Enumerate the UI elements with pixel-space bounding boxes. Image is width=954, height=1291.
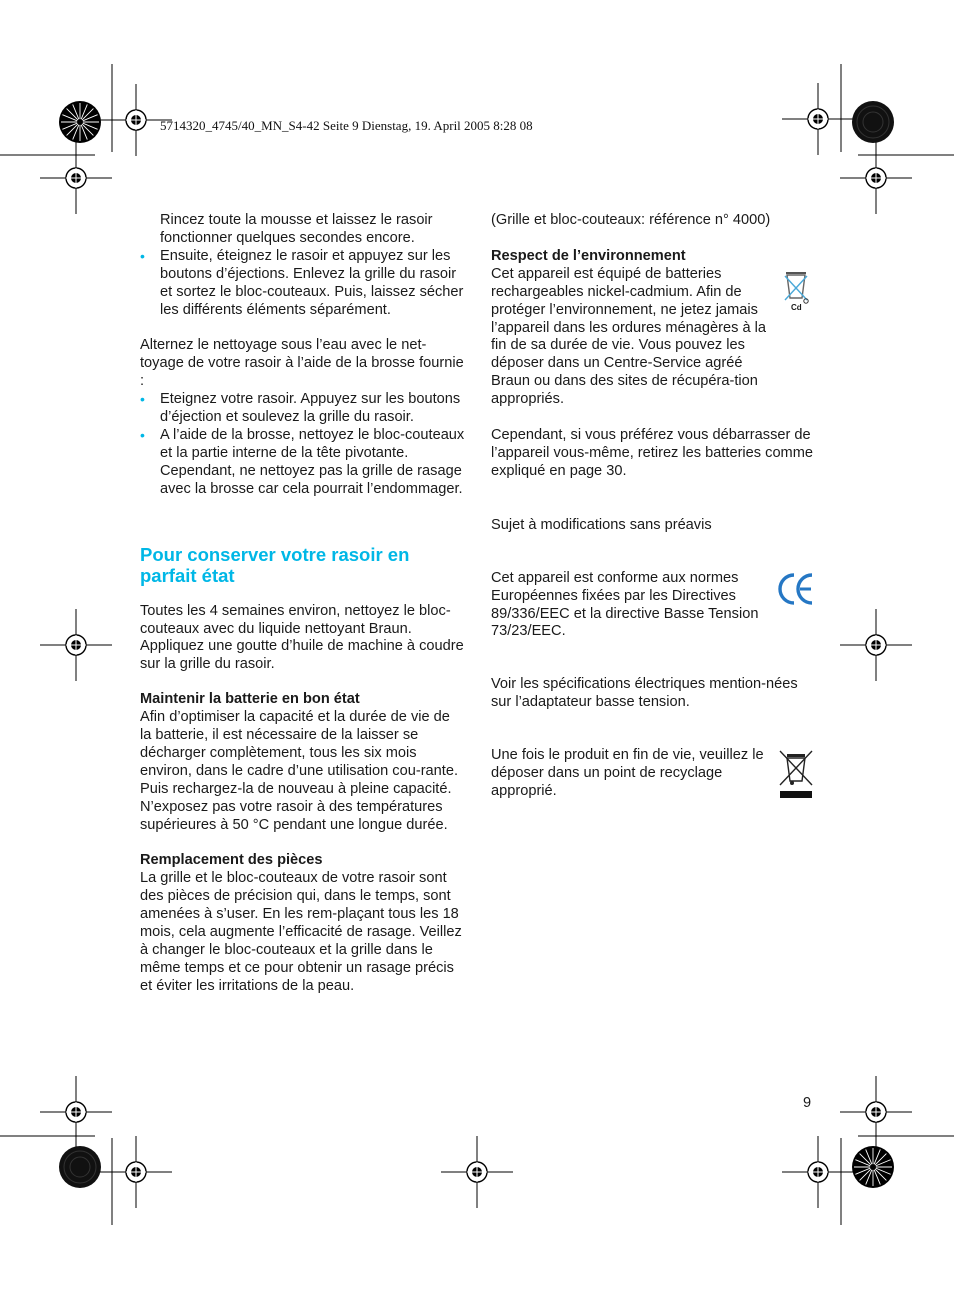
rinse-paragraph: Rincez toute la mousse et laissez le rasoir fonctionner quelques secondes encore. bbox=[160, 212, 433, 246]
battery-subheading: Maintenir la batterie en bon état bbox=[140, 691, 360, 708]
bullet-icon: • bbox=[140, 391, 145, 408]
list-item-text: Eteignez votre rasoir. Appuyez sur les boutons d’éjection et soulevez la grille du rasoir. bbox=[160, 391, 461, 426]
list-item bbox=[140, 391, 465, 427]
bullet-icon: • bbox=[140, 247, 145, 264]
parts-subheading: Remplacement des pièces bbox=[140, 852, 323, 869]
weee-bin-icon bbox=[778, 749, 814, 801]
battery-removal-paragraph: Cependant, si vous préférez vous débarrasser de l’appareil vous-même, retirez les batteries comme expliqué en page 30. bbox=[491, 427, 813, 479]
section-heading: Pour conserver votre rasoir en parfait état bbox=[140, 543, 410, 586]
list-item-text: A l’aide de la brosse, nettoyez le bloc-couteaux et la partie interne de la tête pivotante. Cependant, ne nettoyez pas la grille de rasage avec la brosse car cela pourrait l’endommager. bbox=[160, 426, 465, 497]
print-slug: 5714320_4745/40_MN_S4-42 Seite 9 Dienstag, 19. April 2005 8:28 08 bbox=[160, 118, 533, 133]
list-item bbox=[140, 248, 465, 320]
right-column bbox=[491, 212, 816, 801]
recycling-paragraph: Une fois le produit en fin de vie, veuillez le déposer dans un point de recyclage approprié. bbox=[491, 747, 764, 799]
part-reference: (Grille et bloc-couteaux: référence n° 4000) bbox=[491, 212, 771, 228]
alternate-cleaning-paragraph: Alternez le nettoyage sous l’eau avec le net-toyage de votre rasoir à l’aide de la brosse fournie : bbox=[140, 337, 464, 390]
bullet-icon: • bbox=[140, 426, 145, 443]
cd-battery-disposal-icon bbox=[782, 268, 812, 318]
modification-notice: Sujet à modifications sans préavis bbox=[491, 516, 712, 533]
ce-mark-icon bbox=[777, 571, 815, 607]
page-number: 9 bbox=[803, 1095, 812, 1111]
cd-label: Cd bbox=[791, 303, 802, 312]
electrical-spec-paragraph: Voir les spécifications électriques mention-nées sur l’adaptateur basse tension. bbox=[491, 676, 798, 711]
parts-paragraph: La grille et le bloc-couteaux de votre rasoir sont des pièces de précision qui, dans le temps, sont amenées à s’user. En les rem-plaçant tous les 18 mois, cela augmente l’efficacité de rasage. Veillez à changer le bloc-couteaux et la grille dans le même temps et ce pour obtenir un rasage précis et éviter les irritations de la peau. bbox=[140, 870, 462, 994]
maintenance-paragraph: Toutes les 4 semaines environ, nettoyez le bloc-couteaux avec du liquide nettoyant Braun. Appliquez une goutte d’huile de machine à coudre sur la grille du rasoir. bbox=[140, 602, 464, 673]
environment-paragraph: Cet appareil est équipé de batteries rechargeables nickel-cadmium. Afin de protéger l’environnement, ne jetez jamais l’appareil dans les ordures ménagères à la fin de sa durée de vie. Vous pouvez les déposer dans un Centre-Service agréé Braun ou dans des sites de récupéra-tion appropriés. bbox=[491, 265, 767, 408]
left-column bbox=[140, 212, 465, 996]
list-item bbox=[140, 427, 465, 499]
conformity-paragraph: Cet appareil est conforme aux normes Européennes fixées par les Directives 89/336/EEC et la directive Basse Tension 73/23/EEC. bbox=[491, 569, 759, 640]
environment-subheading: Respect de l’environnement bbox=[491, 247, 686, 264]
list-item-text: Ensuite, éteignez le rasoir et appuyez sur les boutons d’éjections. Enlevez la grille du rasoir et sortez le bloc-couteaux. Puis, laissez sécher les différents éléments séparément. bbox=[160, 247, 464, 318]
battery-paragraph: Afin d’optimiser la capacité et la durée de vie de la batterie, il est nécessaire de la laisser se décharger complètement, tous les six mois environ, dans le cadre d’une utilisation cou-rante. Puis rechargez-la de nouveau à pleine capacité. N’exposez pas votre rasoir à des températures supérieures à 50 °C pendant une longue durée. bbox=[140, 709, 459, 833]
